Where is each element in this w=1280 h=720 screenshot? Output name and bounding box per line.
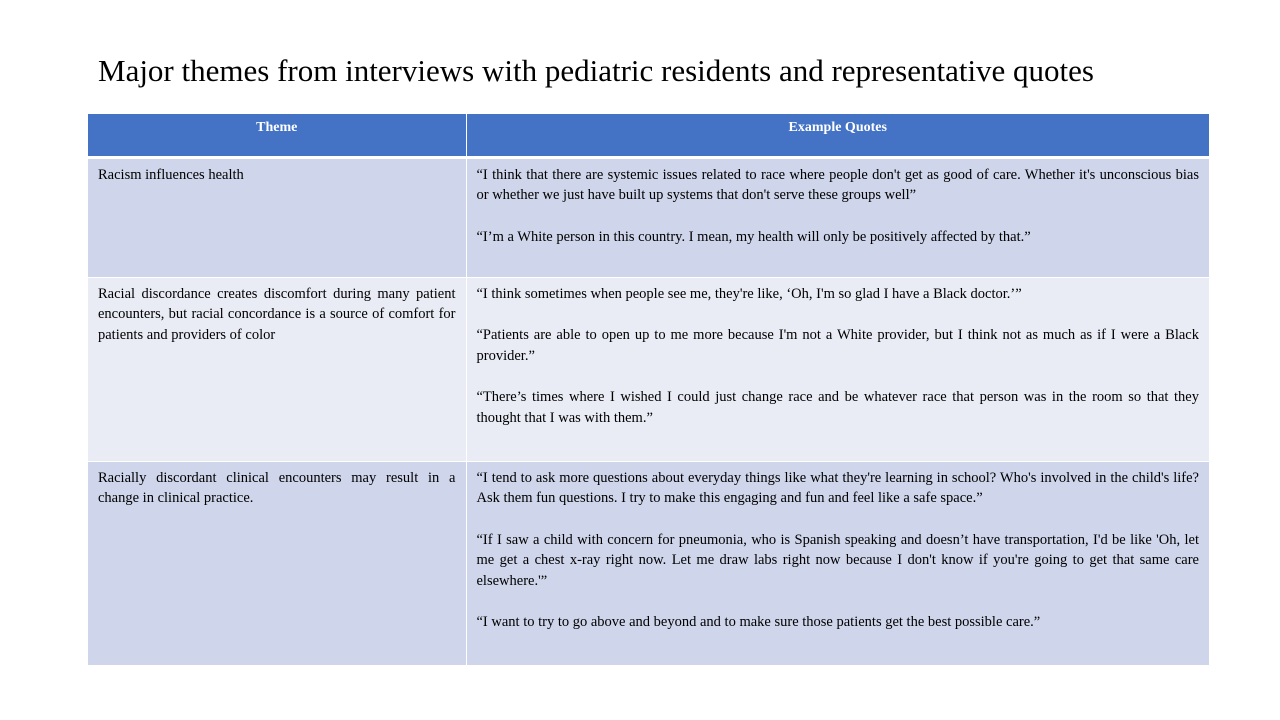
quotes-cell <box>466 277 1209 461</box>
theme-cell: Racism influences health <box>88 157 466 277</box>
quote: “There’s times where I wished I could just change race and be whatever race that person was in the room so that they thought that I was with them.” <box>476 389 1199 426</box>
quote: “I’m a White person in this country. I mean, my health will only be positively affected by that.” <box>476 228 1031 245</box>
table-header-row <box>88 114 1209 157</box>
column-header-theme: Theme <box>88 114 466 157</box>
table-row <box>88 277 1209 461</box>
theme-cell: Racially discordant clinical encounters may result in a change in clinical practice. <box>88 461 466 665</box>
table-row <box>88 461 1209 665</box>
quote: “I tend to ask more questions about everyday things like what they're learning in school? Who's involved in the child's life? Ask them fun questions. I try to make this engaging and fun and feel like a safe space.” <box>476 469 1199 506</box>
quote: “I want to try to go above and beyond and to make sure those patients get the best possible care.” <box>476 614 1041 630</box>
quote: “I think that there are systemic issues related to race where people don't get as good of care. Whether it's unconscious bias or whether we just have built up systems that don't serve these groups well” <box>476 166 1199 203</box>
themes-table <box>88 114 1209 666</box>
quotes-cell <box>466 461 1209 665</box>
table-row <box>88 157 1209 277</box>
column-header-example-quotes: Example Quotes <box>466 114 1209 157</box>
slide-title: Major themes from interviews with pediatric residents and representative quotes <box>98 53 1094 88</box>
quote: “Patients are able to open up to me more because I'm not a White provider, but I think not as much as if I were a Black provider.” <box>476 327 1199 364</box>
quote: “If I saw a child with concern for pneumonia, who is Spanish speaking and doesn’t have transportation, I'd be like 'Oh, let me get a chest x-ray right now. Let me draw labs right now because I don't know if you're going to get that same care elsewhere.'” <box>476 531 1199 589</box>
quotes-cell <box>466 157 1209 277</box>
theme-cell: Racial discordance creates discomfort during many patient encounters, but racial concordance is a source of comfort for patients and providers of color <box>88 277 466 461</box>
quote: “I think sometimes when people see me, they're like, ‘Oh, I'm so glad I have a Black doctor.’” <box>476 285 1022 302</box>
